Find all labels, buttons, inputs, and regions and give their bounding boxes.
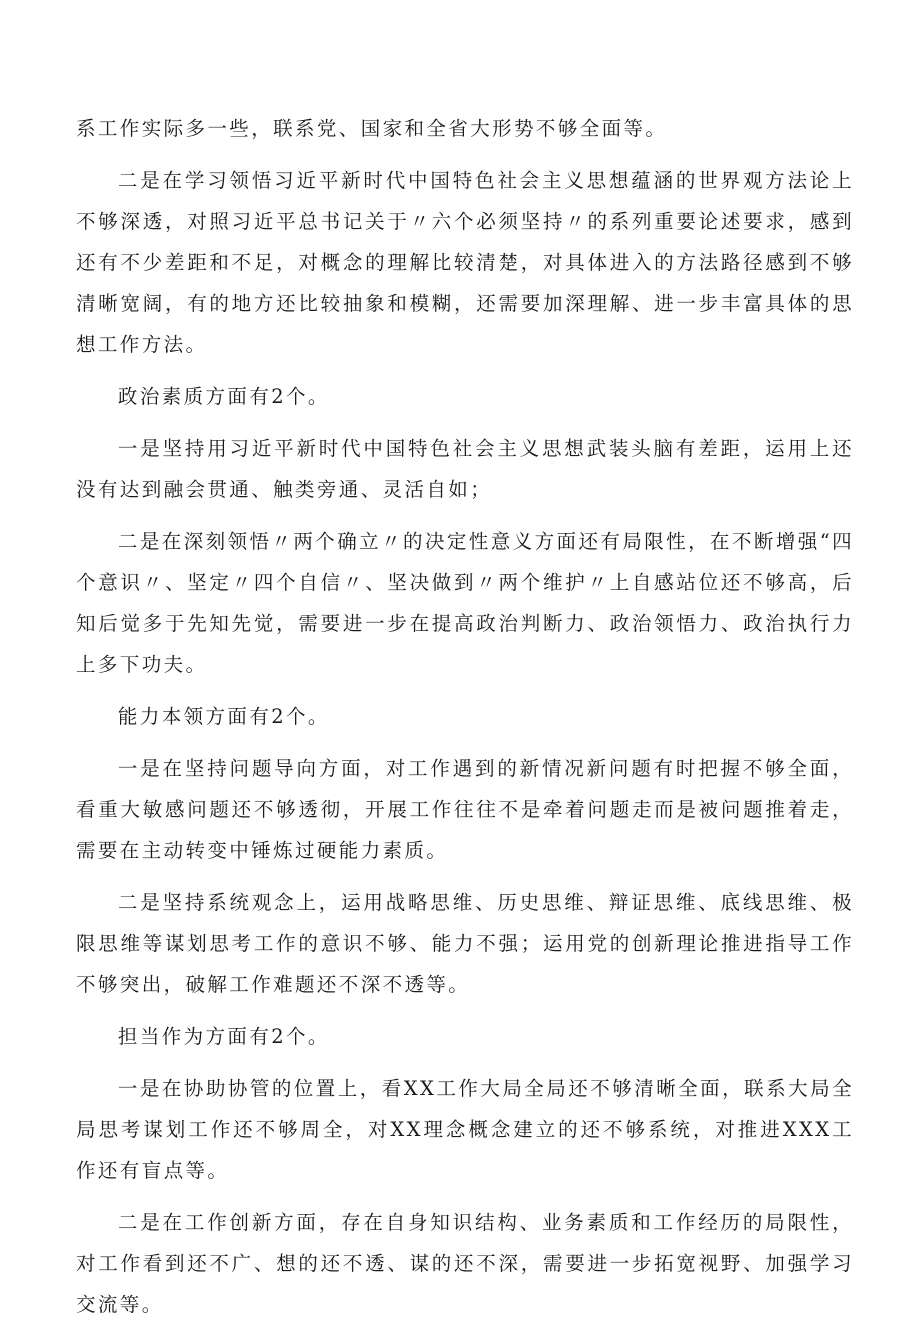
paragraph-ability-2: 二是坚持系统观念上，运用战略思维、历史思维、辩证思维、底线思维、极限思维等谋划思考工作的意识不够、能力不强；运用党的创新理论推进指导工作不够突出，破解工作难题还不深不透等。 xyxy=(76,891,854,996)
paragraph-continuation: 系工作实际多一些，联系党、国家和全省大形势不够全面等。 xyxy=(76,117,668,140)
paragraph-worldview-methodology: 二是在学习领悟习近平新时代中国特色社会主义思想蕴涵的世界观方法论上不够深透，对照习近平总书记关于〃六个必须坚持〃的系列重要论述要求，感到还有不少差距和不足，对概念的理解比较清楚，对具体进入的方法路径感到不够清晰宽阔，有的地方还比较抽象和模糊，还需要加深理解、进一步丰富具体的思想工作方法。 xyxy=(76,169,854,356)
paragraph-responsibility-1: 一是在协助协管的位置上，看XX工作大局全局还不够清晰全面，联系大局全局思考谋划工作还不够周全，对XX理念概念建立的还不够系统，对推进XXX工作还有盲点等。 xyxy=(76,1077,854,1182)
paragraph-political-2: 二是在深刻领悟〃两个确立〃的决定性意义方面还有局限性，在不断增强“四个意识〃、坚定〃四个自信〃、坚决做到〃两个维护〃上自感站位还不够高，后知后觉多于先知先觉，需要进一步在提高政治判断力、政治领悟力、政治执行力上多下功夫。 xyxy=(76,530,854,676)
section-heading-ability: 能力本领方面有2个。 xyxy=(117,705,330,728)
paragraph-responsibility-2: 二是在工作创新方面，存在自身知识结构、业务素质和工作经历的局限性，对工作看到还不广、想的还不透、谋的还不深，需要进一步拓宽视野、加强学习交流等。 xyxy=(76,1211,854,1316)
section-heading-political-quality: 政治素质方面有2个。 xyxy=(117,385,330,408)
paragraph-political-1: 一是坚持用习近平新时代中国特色社会主义思想武装头脑有差距，运用上还没有达到融会贯通、触类旁通、灵活自如； xyxy=(76,437,854,501)
section-heading-responsibility: 担当作为方面有2个。 xyxy=(117,1025,330,1048)
paragraph-ability-1: 一是在坚持问题导向方面，对工作遇到的新情况新问题有时把握不够全面，看重大敏感问题还不够透彻，开展工作往往不是牵着问题走而是被问题推着走，需要在主动转变中锤炼过硬能力素质。 xyxy=(76,757,854,862)
